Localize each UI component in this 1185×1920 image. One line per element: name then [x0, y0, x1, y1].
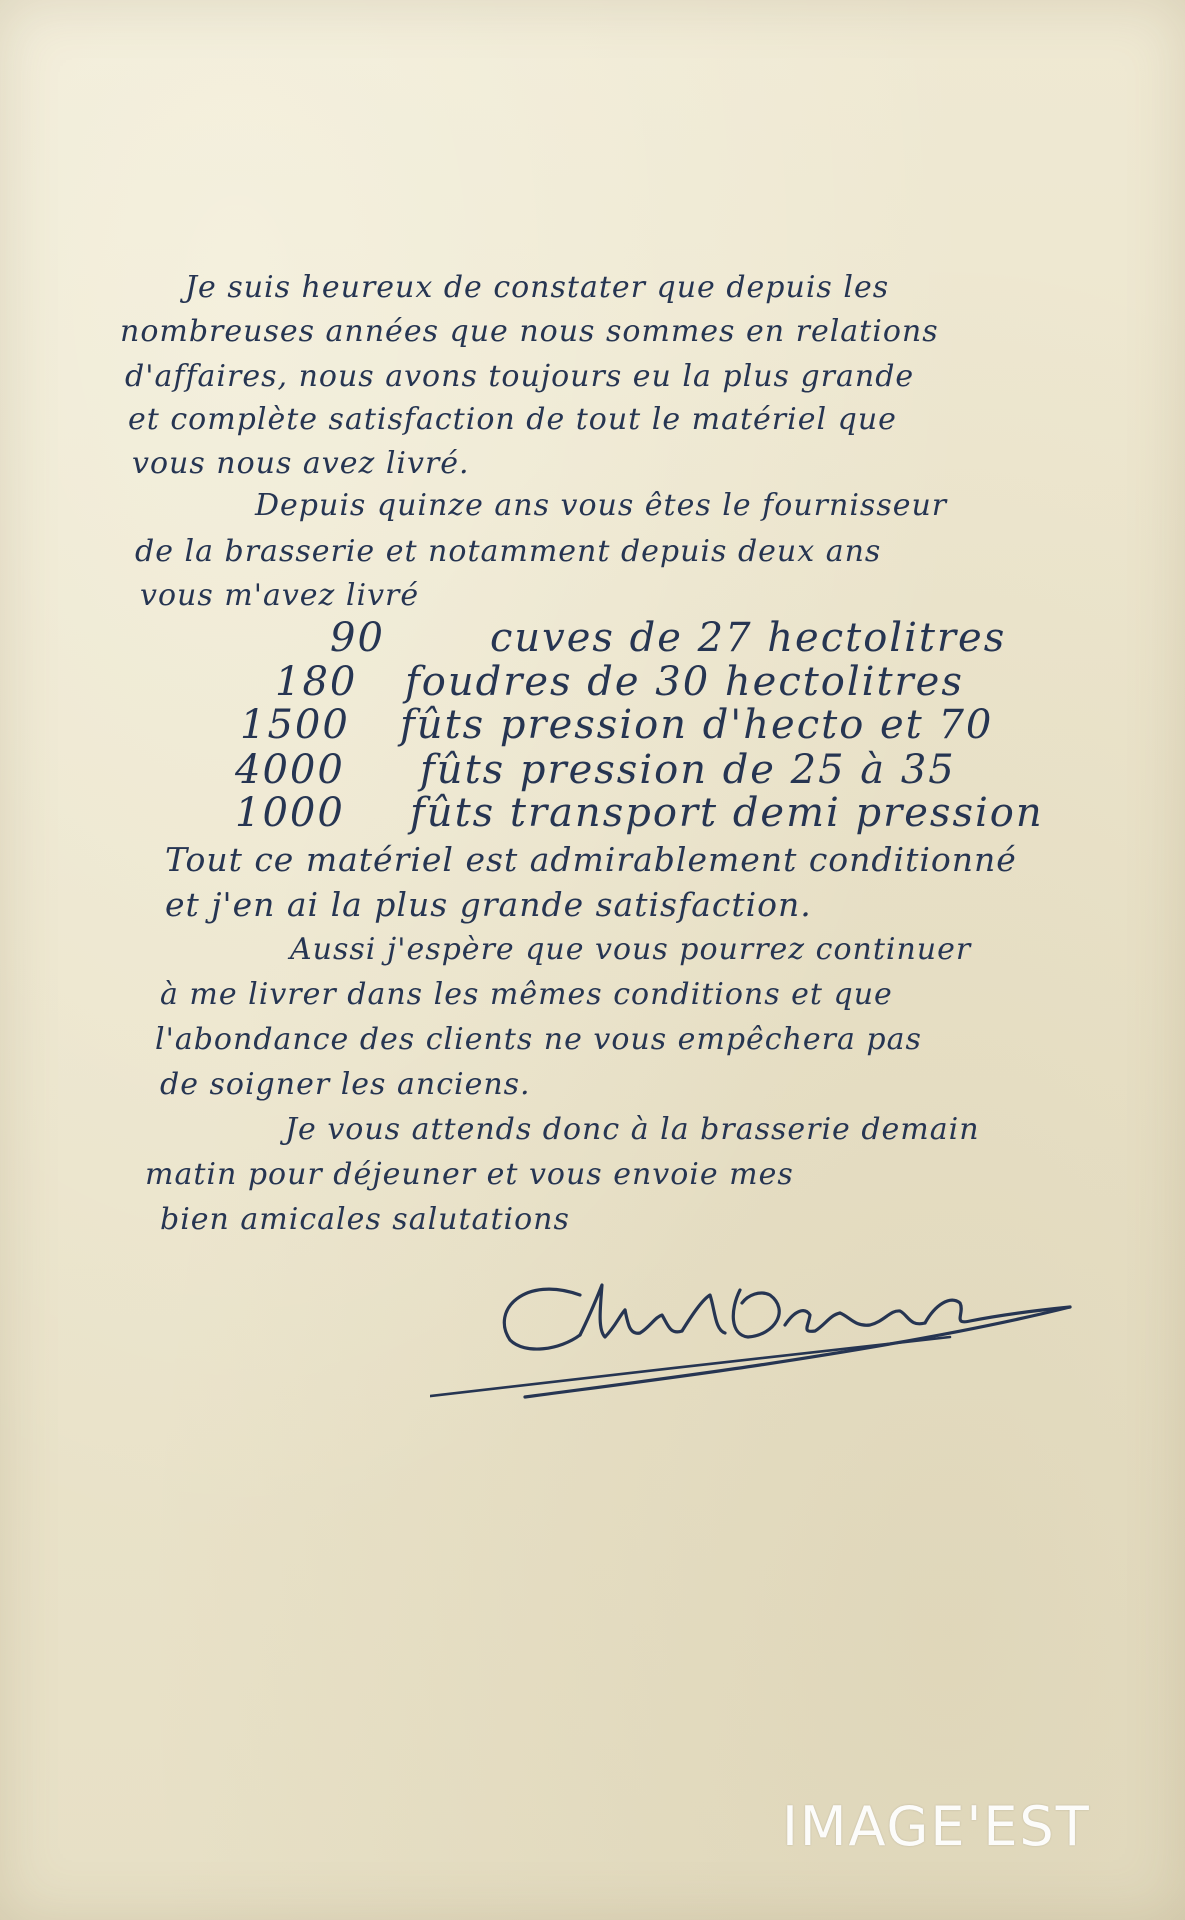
inventory-quantity: 4000 — [235, 747, 345, 793]
letter-line: vous nous avez livré. — [132, 446, 470, 481]
letter-line: à me livrer dans les mêmes conditions et que — [160, 977, 893, 1012]
letter-line: et complète satisfaction de tout le matériel que — [128, 402, 897, 437]
inventory-quantity: 90 — [330, 615, 385, 661]
inventory-quantity: 1000 — [235, 790, 345, 836]
inventory-item: cuves de 27 hectolitres — [490, 615, 1007, 661]
watermark-logo: IMAGE'EST — [782, 1795, 1091, 1858]
letter-line: de la brasserie et notamment depuis deux ans — [135, 534, 882, 569]
letter-line: de soigner les anciens. — [160, 1067, 531, 1102]
letter-line: vous m'avez livré — [140, 578, 420, 613]
inventory-item: fûts transport demi pression — [410, 790, 1044, 836]
inventory-quantity: 180 — [275, 659, 358, 705]
letter-line: Tout ce matériel est admirablement conditionné — [165, 840, 1017, 879]
signature — [430, 1255, 1080, 1405]
signature-scrawl-icon — [430, 1255, 1080, 1405]
letter-line: Depuis quinze ans vous êtes le fournisseur — [255, 488, 948, 523]
letter-line: Je vous attends donc à la brasserie demain — [285, 1112, 980, 1147]
inventory-quantity: 1500 — [240, 702, 350, 748]
letter-line: d'affaires, nous avons toujours eu la plus grande — [125, 359, 915, 394]
inventory-row — [330, 615, 1007, 661]
inventory-item: fûts pression de 25 à 35 — [420, 747, 956, 793]
letter-line: nombreuses années que nous sommes en relations — [120, 314, 939, 349]
inventory-item: fûts pression d'hecto et 70 — [400, 702, 994, 748]
letter-line: bien amicales salutations — [160, 1202, 570, 1237]
inventory-row — [235, 747, 956, 793]
letter-line: l'abondance des clients ne vous empêchera pas — [155, 1022, 922, 1057]
letter-line: et j'en ai la plus grande satisfaction. — [165, 885, 812, 924]
inventory-item: foudres de 30 hectolitres — [405, 659, 964, 705]
inventory-row — [275, 659, 964, 705]
letter-line: Je suis heureux de constater que depuis les — [185, 270, 890, 305]
inventory-row — [240, 702, 994, 748]
letter-line: matin pour déjeuner et vous envoie mes — [145, 1157, 794, 1192]
letter-line: Aussi j'espère que vous pourrez continuer — [290, 932, 972, 967]
inventory-row — [235, 790, 1044, 836]
